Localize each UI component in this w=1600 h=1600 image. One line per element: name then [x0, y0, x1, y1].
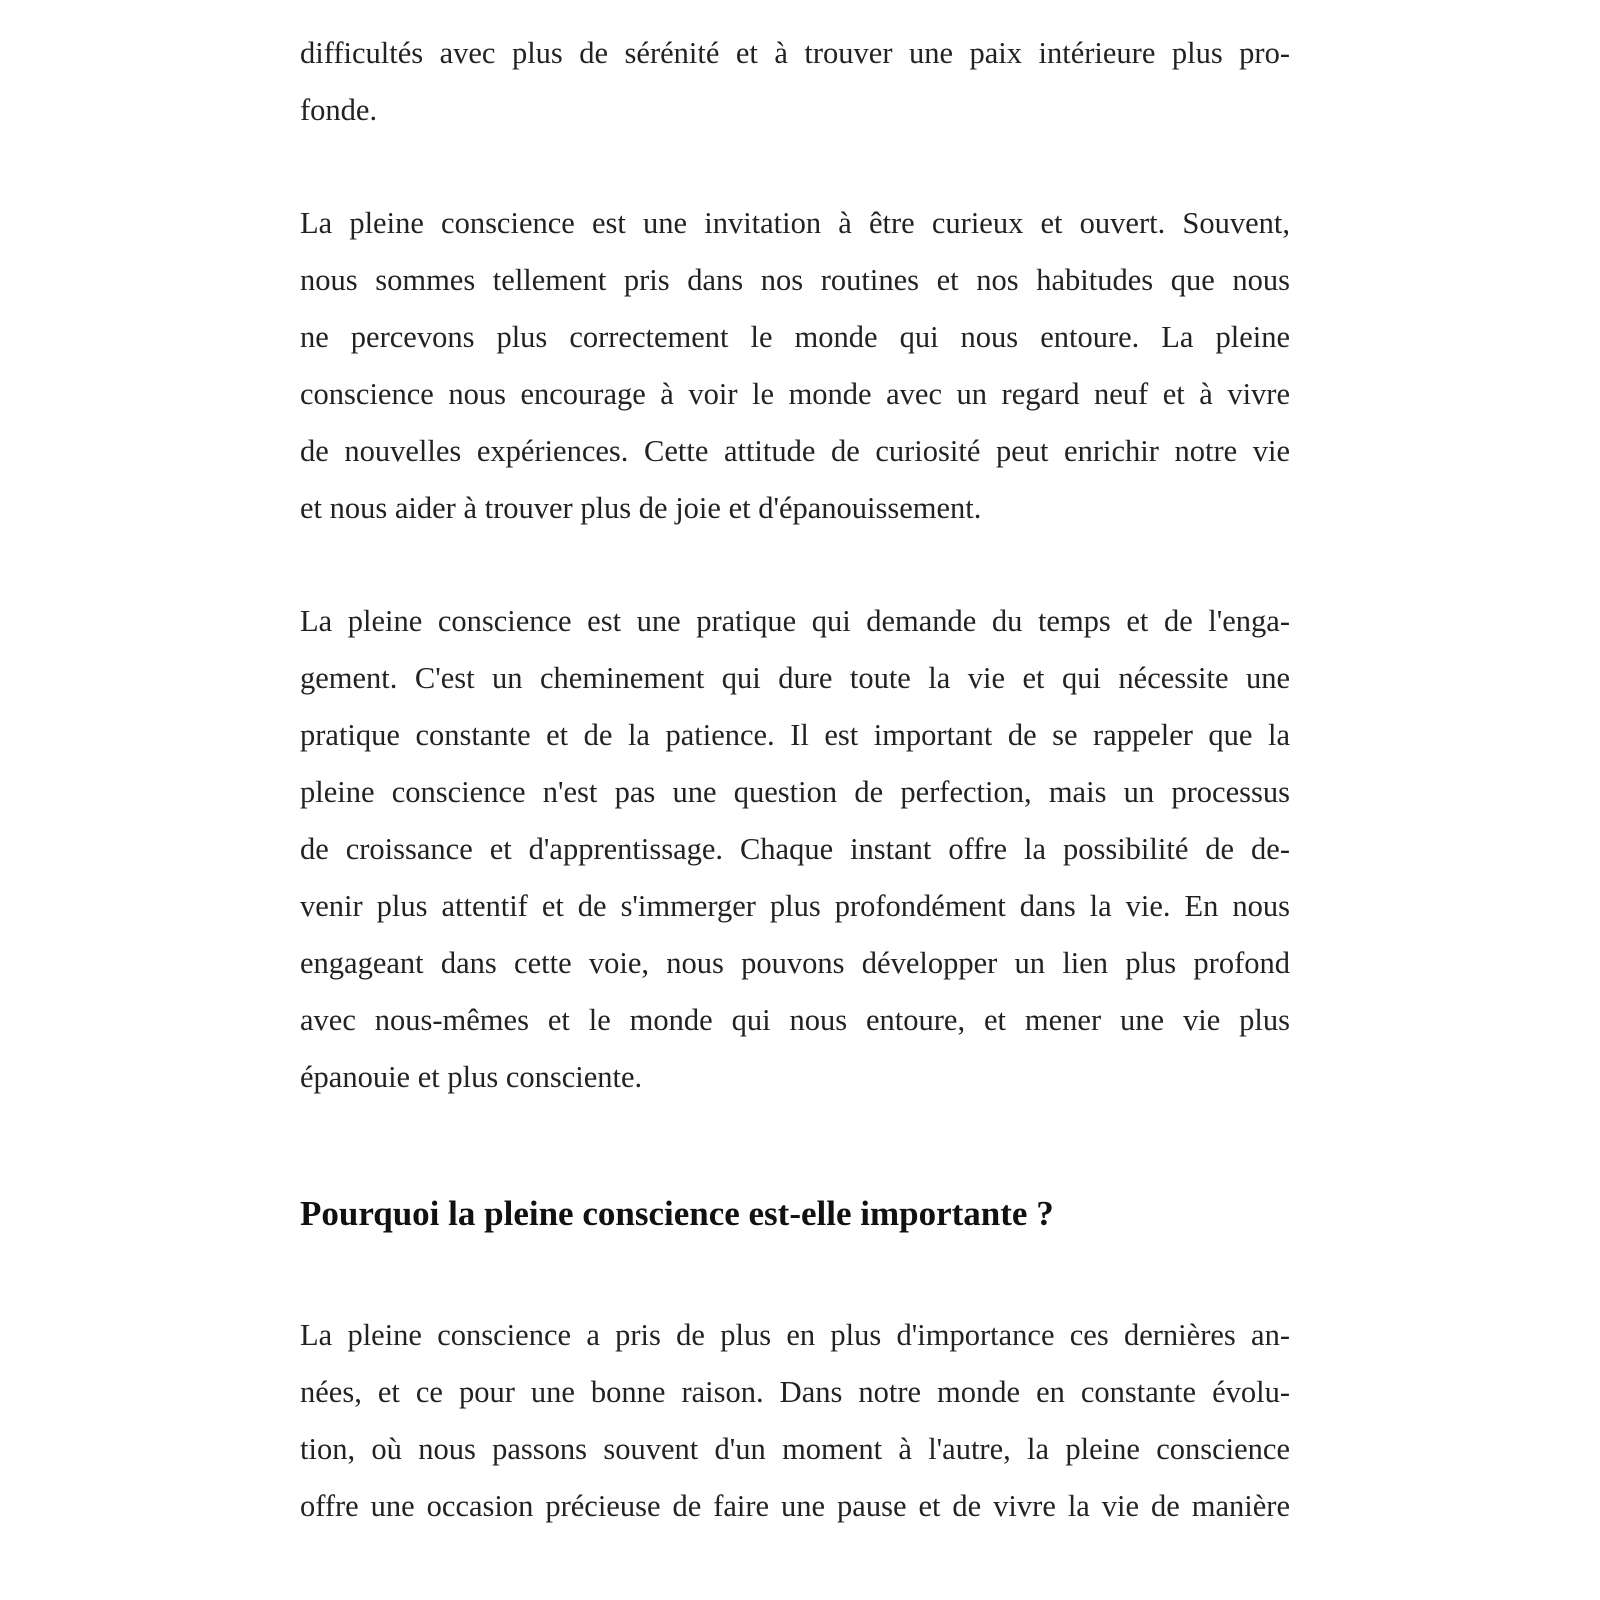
text-line: nées, et ce pour une bonne raison. Dans notre monde en constante évolu- [300, 1375, 1290, 1409]
section-heading: Pourquoi la pleine conscience est-elle importante ? [300, 1194, 1054, 1233]
text-line: pleine conscience n'est pas une question de perfection, mais un processus [300, 775, 1290, 809]
text-line: La pleine conscience est une invitation à être curieux et ouvert. Souvent, [300, 206, 1290, 240]
text-line: La pleine conscience a pris de plus en plus d'importance ces dernières an- [300, 1318, 1290, 1352]
text-line: ne percevons plus correctement le monde qui nous entoure. La pleine [300, 320, 1290, 354]
text-line: tion, où nous passons souvent d'un moment à l'autre, la pleine conscience [300, 1432, 1290, 1466]
text-line: difficultés avec plus de sérénité et à trouver une paix intérieure plus pro- [300, 36, 1290, 70]
text-line: avec nous-mêmes et le monde qui nous entoure, et mener une vie plus [300, 1003, 1290, 1037]
text-line: fonde. [300, 93, 378, 127]
text-line: offre une occasion précieuse de faire une pause et de vivre la vie de manière [300, 1489, 1290, 1523]
text-line: de nouvelles expériences. Cette attitude de curiosité peut enrichir notre vie [300, 434, 1290, 468]
text-line: La pleine conscience est une pratique qui demande du temps et de l'enga- [300, 604, 1290, 638]
text-line: de croissance et d'apprentissage. Chaque instant offre la possibilité de de- [300, 832, 1290, 866]
text-line: engageant dans cette voie, nous pouvons développer un lien plus profond [300, 946, 1290, 980]
text-line: épanouie et plus consciente. [300, 1060, 643, 1094]
text-line: nous sommes tellement pris dans nos routines et nos habitudes que nous [300, 263, 1290, 297]
document-page [300, 0, 1290, 1600]
text-line: venir plus attentif et de s'immerger plus profondément dans la vie. En nous [300, 889, 1290, 923]
text-line: et nous aider à trouver plus de joie et d'épanouissement. [300, 491, 982, 525]
text-line: pratique constante et de la patience. Il est important de se rappeler que la [300, 718, 1290, 752]
text-line: gement. C'est un cheminement qui dure toute la vie et qui nécessite une [300, 661, 1290, 695]
text-line: conscience nous encourage à voir le monde avec un regard neuf et à vivre [300, 377, 1290, 411]
